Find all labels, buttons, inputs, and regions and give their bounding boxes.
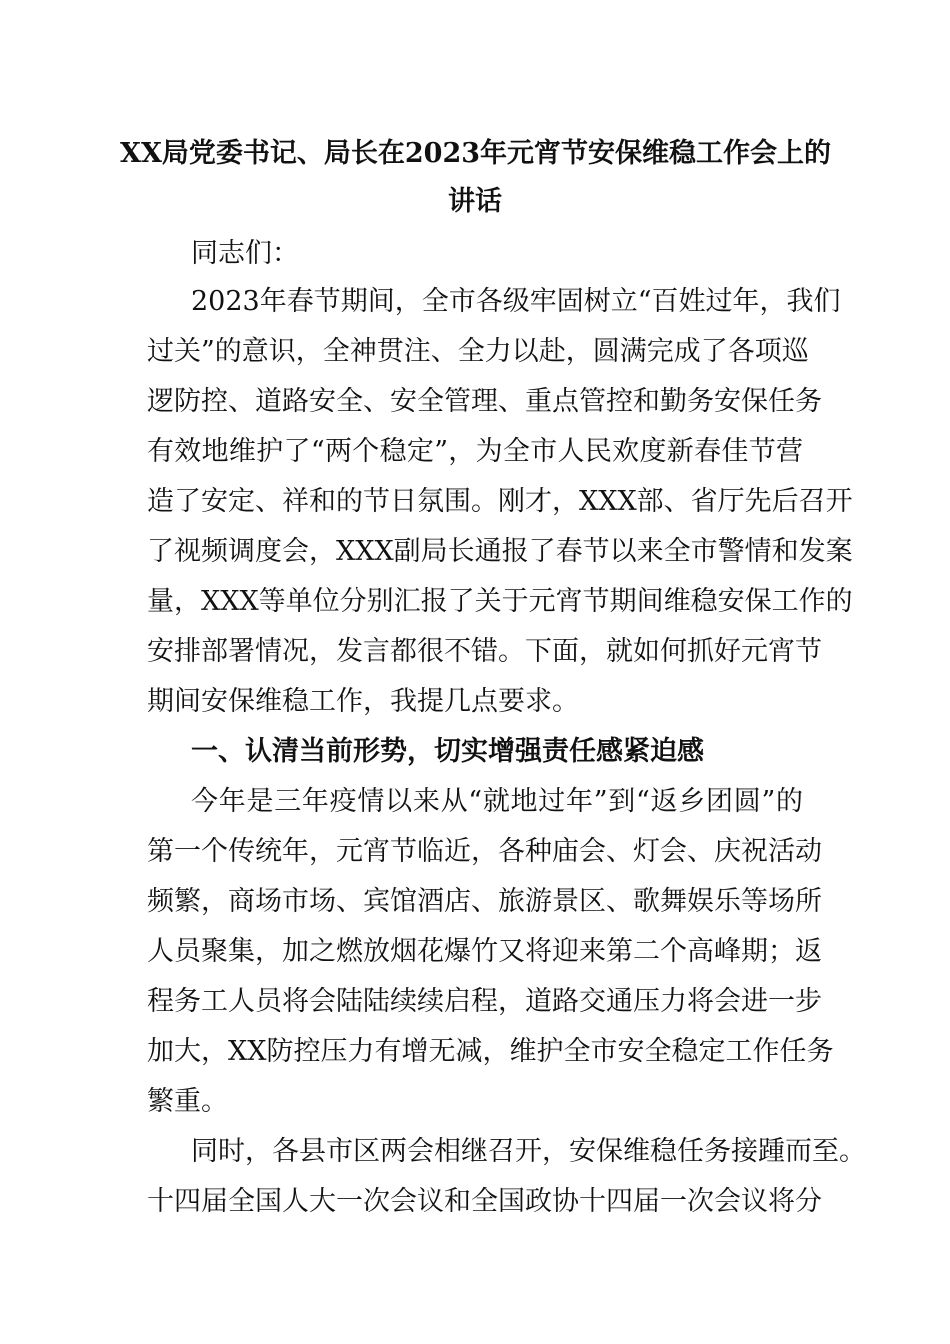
paragraph-1-line: 有效地维护了“两个稳定”，为全市人民欢度新春佳节营 [147,436,803,467]
paragraph-2-line: 今年是三年疫情以来从“就地过年”到“返乡团圆”的 [191,786,803,817]
salutation: 同志们： [191,238,299,269]
paragraph-2-line: 加大，XX防控压力有增无减，维护全市安全稳定工作任务 [147,1036,834,1067]
paragraph-1-line: 量，XXX等单位分别汇报了关于元宵节期间维稳安保工作的 [147,586,853,617]
paragraph-2-line: 程务工人员将会陆陆续续启程，道路交通压力将会进一步 [147,986,822,1017]
paragraph-3-line: 十四届全国人大一次会议和全国政协十四届一次会议将分 [147,1186,822,1217]
paragraph-1-line: 逻防控、道路安全、安全管理、重点管控和勤务安保任务 [147,386,822,417]
paragraph-2-line: 繁重。 [147,1086,228,1117]
paragraph-1-line: 期间安保维稳工作，我提几点要求。 [147,686,579,717]
document-title-line-1: XX局党委书记、局长在2023年元宵节安保维稳工作会上的 [120,138,832,169]
paragraph-1-line: 了视频调度会，XXX副局长通报了春节以来全市警情和发案 [147,536,853,567]
paragraph-2-line: 频繁，商场市场、宾馆酒店、旅游景区、歌舞娱乐等场所 [147,886,822,917]
document-title-line-2: 讲话 [448,186,502,217]
paragraph-2-line: 人员聚集，加之燃放烟花爆竹又将迎来第二个高峰期；返 [147,936,822,967]
paragraph-1-line: 2023年春节期间，全市各级牢固树立“百姓过年，我们 [191,286,841,317]
paragraph-3-line: 同时，各县市区两会相继召开，安保维稳任务接踵而至。 [191,1136,866,1167]
paragraph-1-line: 过关”的意识，全神贯注、全力以赴，圆满完成了各项巡 [147,336,809,367]
paragraph-1-line: 造了安定、祥和的节日氛围。刚才，XXX部、省厅先后召开 [147,486,853,517]
section-heading-1: 一、认清当前形势，切实增强责任感紧迫感 [191,736,704,767]
paragraph-1-line: 安排部署情况，发言都很不错。下面，就如何抓好元宵节 [147,636,822,667]
paragraph-2-line: 第一个传统年，元宵节临近，各种庙会、灯会、庆祝活动 [147,836,822,867]
